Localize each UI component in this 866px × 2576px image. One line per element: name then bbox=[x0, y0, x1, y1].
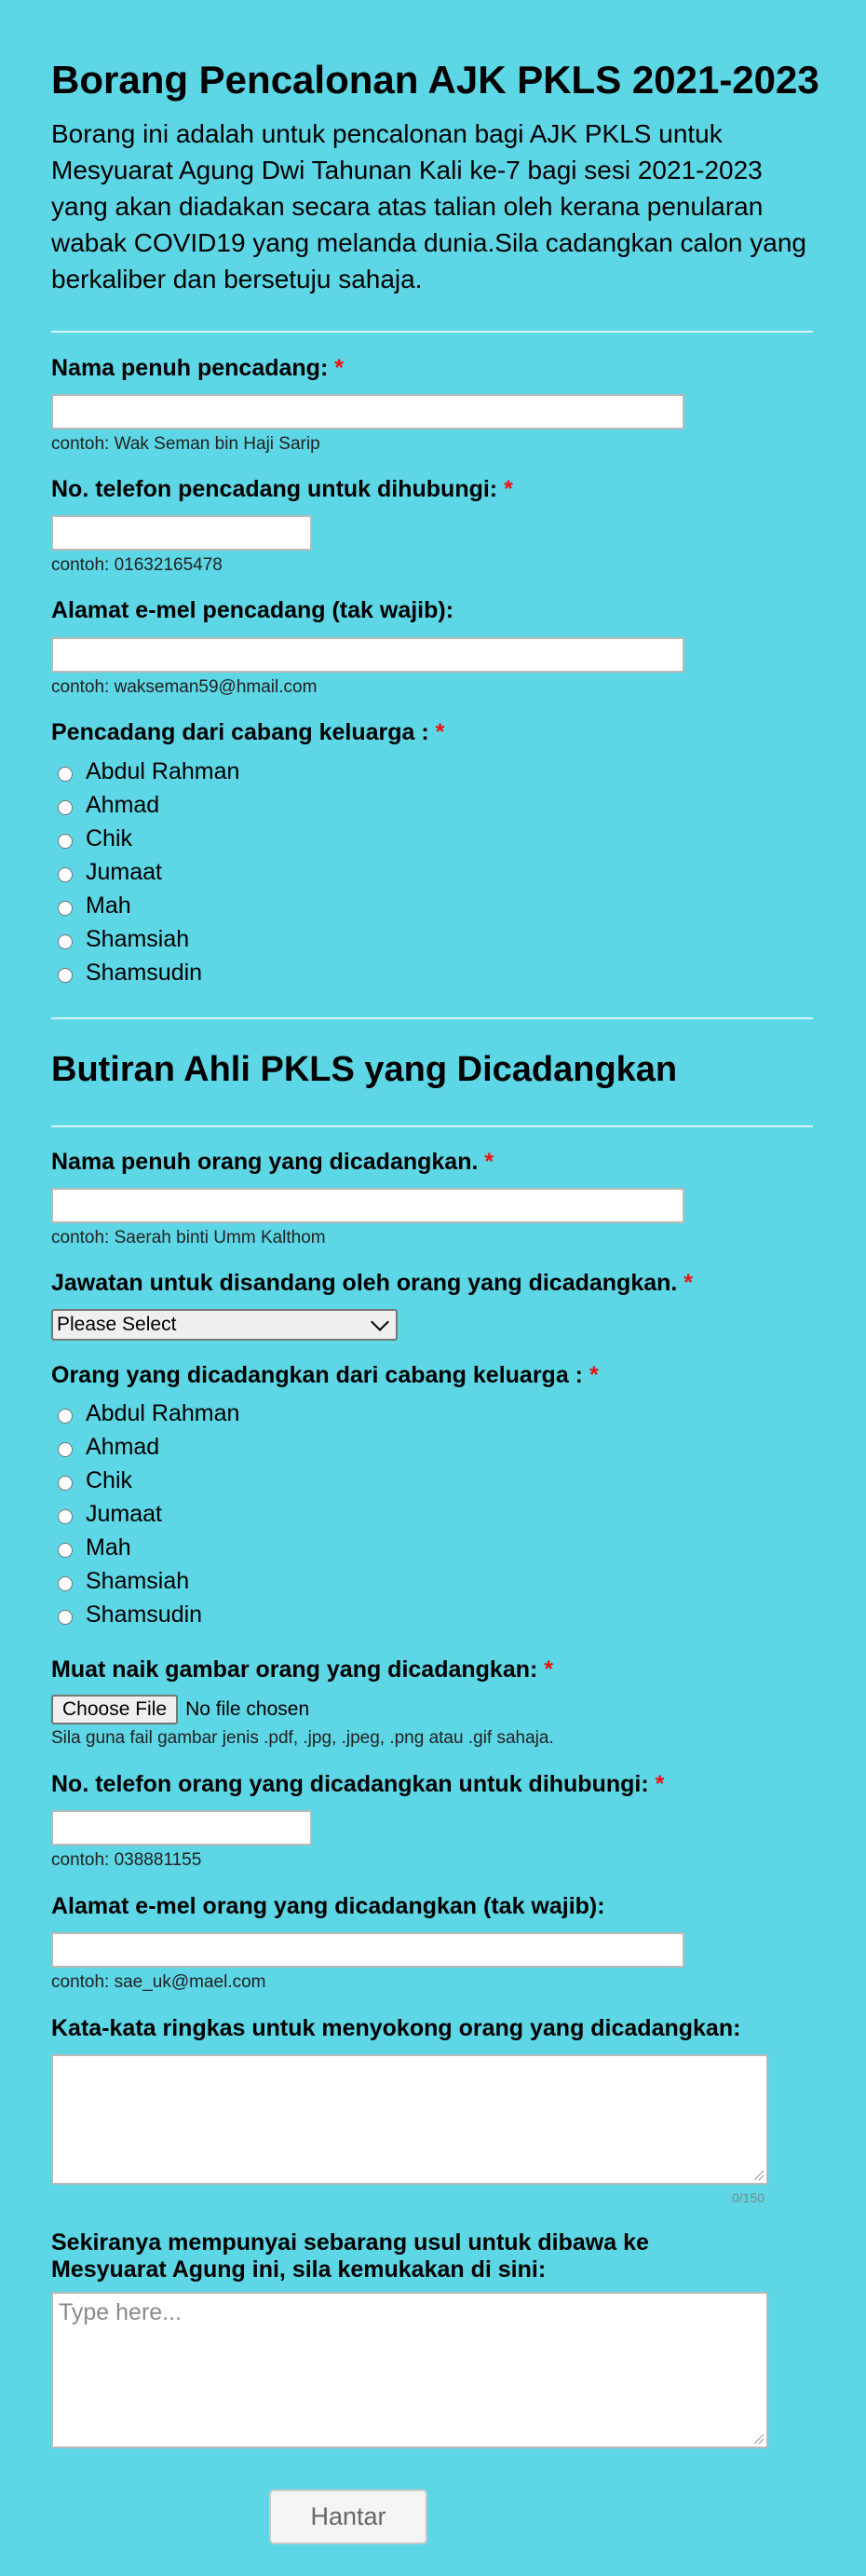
radio-button[interactable] bbox=[58, 1576, 73, 1591]
divider bbox=[51, 1125, 813, 1127]
nominee-name-hint: contoh: Saerah binti Umm Kalthom bbox=[51, 1228, 326, 1247]
required-mark: * bbox=[435, 719, 445, 745]
proposer-phone-hint: contoh: 01632165478 bbox=[51, 555, 223, 575]
nominee-phone-hint: contoh: 038881155 bbox=[51, 1850, 202, 1870]
nominee-branch-option[interactable]: Mah bbox=[58, 1531, 239, 1564]
nominee-position-select[interactable]: Please Select bbox=[51, 1309, 398, 1341]
textarea-placeholder: Type here... bbox=[59, 2299, 183, 2325]
required-mark: * bbox=[504, 476, 513, 502]
radio-button[interactable] bbox=[58, 1610, 73, 1625]
radio-button[interactable] bbox=[58, 901, 73, 916]
proposer-branch-option[interactable]: Ahmad bbox=[58, 788, 239, 822]
required-mark: * bbox=[683, 1270, 694, 1296]
nominee-branch-option[interactable]: Abdul Rahman bbox=[58, 1397, 239, 1430]
support-textarea[interactable] bbox=[51, 2054, 768, 2185]
nominee-branch-option[interactable]: Ahmad bbox=[58, 1430, 239, 1464]
required-mark: * bbox=[655, 1771, 665, 1797]
radio-button[interactable] bbox=[58, 767, 73, 782]
form-description: Borang ini adalah untuk pencalonan bagi AJK PKLS untuk Mesyuarat Agung Dwi Tahunan Kali ke-7 bagi sesi 2021-2023 yang akan diadakan secara atas talian oleh kerana penularan wabak COVID19 yang melanda dunia.Sila cadangkan calon yang berkaliber dan bersetuju sahaja. bbox=[51, 119, 806, 293]
resize-handle-icon[interactable] bbox=[754, 2434, 764, 2444]
radio-button[interactable] bbox=[58, 800, 73, 815]
divider bbox=[51, 331, 813, 333]
nominee-branch-option[interactable]: Chik bbox=[58, 1464, 239, 1497]
proposer-branch-option[interactable]: Abdul Rahman bbox=[58, 755, 239, 788]
radio-button[interactable] bbox=[58, 934, 73, 949]
radio-button[interactable] bbox=[58, 1409, 73, 1424]
nominee-photo-hint: Sila guna fail gambar jenis .pdf, .jpg, .jpeg, .png atau .gif sahaja. bbox=[51, 1728, 554, 1748]
proposal-textarea[interactable] bbox=[51, 2292, 768, 2448]
nominee-position-label: Jawatan untuk disandang oleh orang yang dicadangkan. * bbox=[51, 1270, 694, 1296]
radio-button[interactable] bbox=[58, 1476, 73, 1491]
file-status: No file chosen bbox=[185, 1698, 310, 1720]
proposer-branch-label: Pencadang dari cabang keluarga : * bbox=[51, 719, 445, 745]
proposer-email-label: Alamat e-mel pencadang (tak wajib): bbox=[51, 597, 454, 623]
nominee-email-hint: contoh: sae_uk@mael.com bbox=[51, 1972, 266, 1992]
proposer-name-input[interactable] bbox=[51, 394, 684, 429]
proposer-branch-option[interactable]: Shamsiah bbox=[58, 922, 239, 956]
proposer-branch-option[interactable]: Shamsudin bbox=[58, 956, 239, 989]
choose-file-button[interactable]: Choose File bbox=[51, 1695, 178, 1724]
section-title: Butiran Ahli PKLS yang Dicadangkan bbox=[51, 1050, 678, 1089]
divider bbox=[51, 1017, 813, 1019]
chevron-down-icon bbox=[371, 1313, 389, 1331]
proposer-branch-option[interactable]: Jumaat bbox=[58, 855, 239, 889]
radio-button[interactable] bbox=[58, 1509, 73, 1524]
required-mark: * bbox=[589, 1362, 599, 1388]
character-counter: 0/150 bbox=[732, 2190, 765, 2205]
radio-button[interactable] bbox=[58, 834, 73, 849]
proposer-phone-input[interactable] bbox=[51, 515, 312, 551]
support-label: Kata-kata ringkas untuk menyokong orang yang dicadangkan: bbox=[51, 2015, 741, 2041]
proposer-branch-option[interactable]: Chik bbox=[58, 822, 239, 855]
required-mark: * bbox=[544, 1656, 554, 1683]
nominee-phone-label: No. telefon orang yang dicadangkan untuk dihubungi: * bbox=[51, 1771, 665, 1797]
proposer-email-input[interactable] bbox=[51, 637, 684, 673]
form-title: Borang Pencalonan AJK PKLS 2021-2023 bbox=[51, 58, 819, 102]
nominee-branch-label: Orang yang dicadangkan dari cabang keluarga : * bbox=[51, 1362, 599, 1388]
file-upload bbox=[51, 1695, 309, 1724]
radio-button[interactable] bbox=[58, 867, 73, 882]
nominee-name-label: Nama penuh orang yang dicadangkan. * bbox=[51, 1149, 494, 1175]
nominee-phone-input[interactable] bbox=[51, 1810, 312, 1846]
submit-button[interactable]: Hantar bbox=[269, 2489, 427, 2544]
nominee-branch-option[interactable]: Jumaat bbox=[58, 1497, 239, 1531]
proposer-name-label: Nama penuh pencadang: * bbox=[51, 355, 344, 381]
nominee-branch-option[interactable]: Shamsudin bbox=[58, 1598, 239, 1631]
nominee-name-input[interactable] bbox=[51, 1188, 684, 1223]
nominee-photo-label: Muat naik gambar orang yang dicadangkan: * bbox=[51, 1656, 554, 1683]
radio-button[interactable] bbox=[58, 1442, 73, 1457]
proposal-label: Sekiranya mempunyai sebarang usul untuk dibawa ke Mesyuarat Agung ini, sila kemukakan di sini: bbox=[51, 2229, 649, 2283]
radio-button[interactable] bbox=[58, 968, 73, 983]
required-mark: * bbox=[334, 355, 344, 381]
required-mark: * bbox=[484, 1149, 494, 1175]
nominee-branch-option[interactable]: Shamsiah bbox=[58, 1564, 239, 1598]
proposer-phone-label: No. telefon pencadang untuk dihubungi: * bbox=[51, 476, 513, 502]
resize-handle-icon[interactable] bbox=[754, 2171, 764, 2180]
proposer-email-hint: contoh: wakseman59@hmail.com bbox=[51, 677, 318, 697]
nominee-branch-group bbox=[58, 1397, 239, 1631]
proposer-branch-option[interactable]: Mah bbox=[58, 889, 239, 922]
proposer-name-hint: contoh: Wak Seman bin Haji Sarip bbox=[51, 434, 320, 454]
nominee-email-input[interactable] bbox=[51, 1932, 684, 1968]
proposer-branch-group bbox=[58, 755, 239, 989]
radio-button[interactable] bbox=[58, 1543, 73, 1558]
nominee-email-label: Alamat e-mel orang yang dicadangkan (tak wajib): bbox=[51, 1893, 605, 1919]
